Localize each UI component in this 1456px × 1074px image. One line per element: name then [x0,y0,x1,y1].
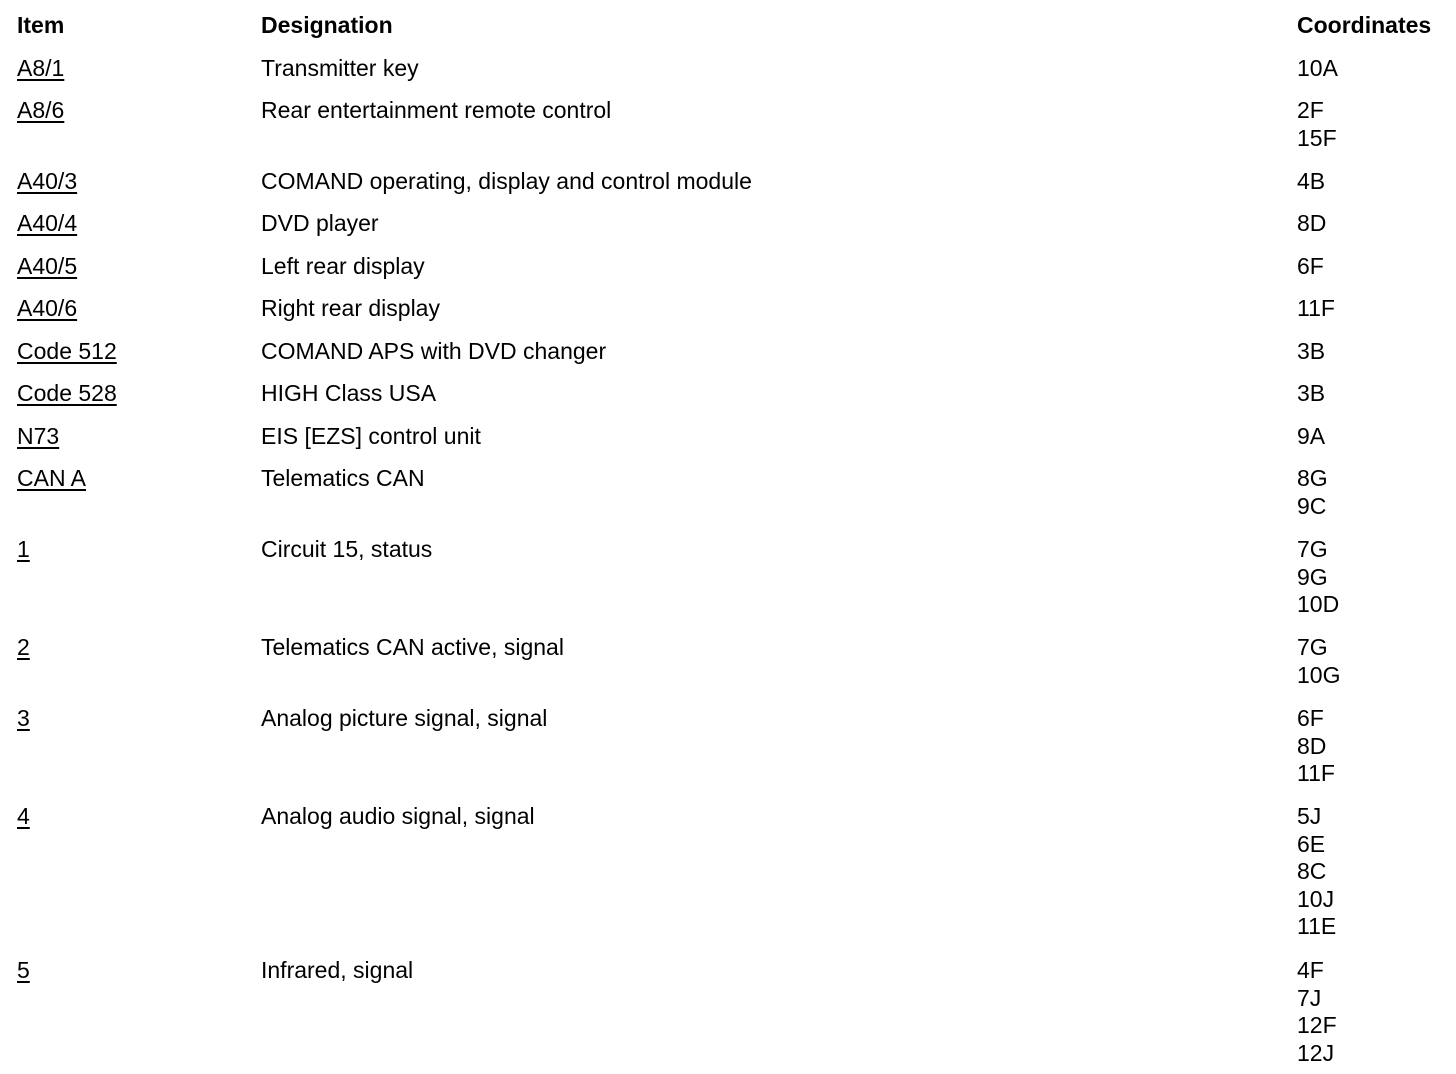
item-link[interactable]: A8/1 [17,55,65,81]
designation-text: Circuit 15, status [261,536,433,562]
designation-text: Telematics CAN active, signal [261,634,564,660]
coordinates-cell [1297,55,1338,83]
coordinate-value: 9G [1297,563,1328,590]
coordinates-cell [1297,168,1325,196]
coordinates-cell [1297,380,1325,408]
item-link[interactable]: A40/5 [17,253,78,279]
coordinates-cell [1297,210,1326,238]
coordinate-value: 8C [1297,858,1327,884]
coordinate-value: 9C [1297,492,1327,519]
coordinate-value: 8G [1297,465,1328,491]
designation-text: EIS [EZS] control unit [261,423,481,449]
designation-text: Transmitter key [261,55,419,81]
header-designation: Designation [261,12,393,38]
item-link[interactable]: A40/4 [17,210,78,236]
item-link[interactable]: 4 [17,803,30,829]
item-link[interactable]: Code 528 [17,380,117,406]
coordinate-value: 8D [1297,732,1327,759]
coordinate-value: 15F [1297,124,1337,151]
item-link[interactable]: A40/6 [17,295,78,321]
coordinate-value: 11F [1297,295,1335,321]
item-link[interactable]: CAN A [17,465,87,491]
coordinate-value: 7G [1297,634,1328,660]
coordinates-cell [1297,803,1336,941]
header-item: Item [17,12,65,38]
designation-text: Right rear display [261,295,440,321]
coordinate-value: 4F [1297,957,1324,983]
coordinate-value: 10G [1297,661,1341,688]
designation-text: DVD player [261,210,379,236]
coordinate-value: 7G [1297,536,1328,562]
item-link[interactable]: A40/3 [17,168,78,194]
coordinate-value: 4B [1297,168,1326,194]
coordinate-value: 9A [1297,423,1326,449]
coordinate-value: 7J [1297,984,1322,1011]
designation-text: COMAND APS with DVD changer [261,338,607,364]
coordinates-cell [1297,253,1324,281]
designation-text: HIGH Class USA [261,380,437,406]
designation-text: Rear entertainment remote control [261,97,612,123]
coordinates-cell [1297,295,1335,323]
coordinate-value: 3B [1297,380,1326,406]
item-link[interactable]: 1 [17,536,30,562]
designation-text: Left rear display [261,253,425,279]
coordinate-value: 6F [1297,253,1324,279]
coordinates-cell [1297,536,1339,619]
coordinates-cell [1297,705,1335,788]
coordinate-value: 6F [1297,705,1324,731]
item-link[interactable]: N73 [17,423,60,449]
header-coordinates: Coordinates [1297,12,1432,38]
item-link[interactable]: 2 [17,634,30,660]
coordinates-cell [1297,465,1328,520]
coordinates-cell [1297,957,1337,1067]
coordinate-value: 11E [1297,913,1337,939]
designation-text: Telematics CAN [261,465,425,491]
coordinate-value: 10D [1297,591,1340,617]
coordinates-cell [1297,423,1325,451]
coordinates-cell [1297,338,1325,366]
coordinates-cell [1297,634,1340,689]
coordinate-value: 12F [1297,1012,1337,1038]
item-link[interactable]: A8/6 [17,97,65,123]
coordinate-value: 12J [1297,1039,1335,1066]
designation-text: Analog picture signal, signal [261,705,548,731]
coordinate-value: 2F [1297,97,1324,123]
coordinate-value: 5J [1297,803,1322,829]
item-link[interactable]: 5 [17,957,30,983]
coordinates-cell [1297,97,1337,152]
coordinate-value: 11F [1297,760,1335,786]
coordinate-value: 6E [1297,830,1326,857]
item-link[interactable]: 3 [17,705,30,731]
coordinate-value: 10A [1297,55,1338,81]
designation-text: Infrared, signal [261,957,414,983]
designation-text: COMAND operating, display and control module [261,168,752,194]
designation-text: Analog audio signal, signal [261,803,535,829]
coordinate-value: 8D [1297,210,1327,236]
coordinate-value: 10J [1297,885,1335,912]
item-link[interactable]: Code 512 [17,338,117,364]
coordinate-value: 3B [1297,338,1326,364]
